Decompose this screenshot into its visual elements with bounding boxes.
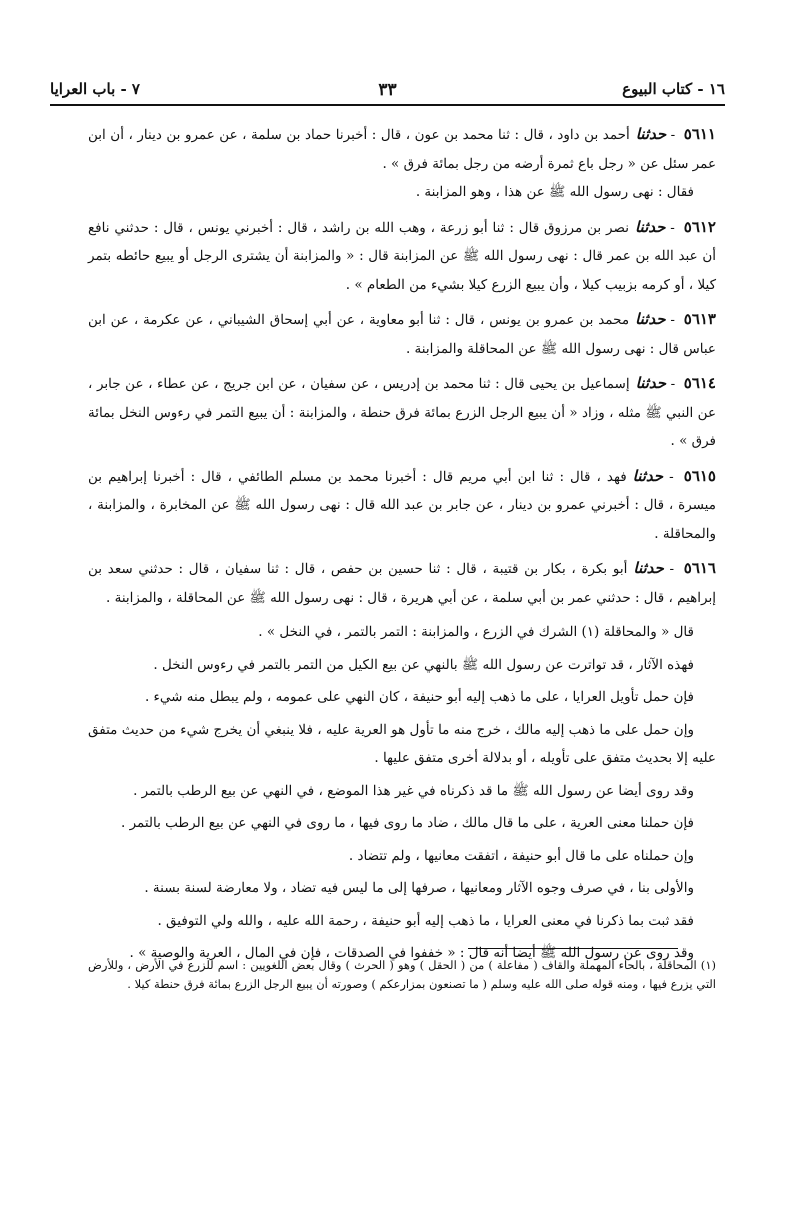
hadith-entry: ٥٦١١ - حدثناأحمد بن داود ، قال : ثنا محمد بن عون ، قال : أخبرنا حماد بن سلمة ، عن عمرو بن دينار ، أن ابن عمر سئل عن « رجل باع ثمرة أرضه من رجل بمائة فرق » . فقال : نهى رسول الله ﷺ عن هذا ، وهو المزابنة . — [88, 120, 716, 207]
hadith-entry: ٥٦١٦ - حدثناأبو بكرة ، بكار بن قتيبة ، قال : ثنا حسين بن حفص ، قال : ثنا سفيان ، قال : حدثني سعد بن إبراهيم ، قال : حدثني عمر بن أبي سلمة ، عن أبي هريرة ، قال : نهى رسول الله ﷺ عن المحاقلة ، والمزابنة . — [88, 559, 716, 606]
hadith-number: ٥٦١٥ — [683, 466, 716, 485]
hadith-keyword: حدثنا — [634, 217, 666, 236]
hadith-keyword: حدثنا — [635, 374, 667, 392]
page-number: ٣٣ — [378, 80, 397, 100]
hadith-follow: فقال : نهى رسول الله ﷺ عن هذا ، وهو المزابنة . — [415, 184, 694, 200]
paragraph: فإن حمل تأويل العرايا ، على ما ذهب إليه أبو حنيفة ، كان النهي على عمومه ، ولم يبطل منه شيء . — [144, 689, 694, 705]
hadith-entry: ٥٦١٥ - حدثنافهد ، قال : ثنا ابن أبي مريم قال : أخبرنا محمد بن مسلم الطائفي ، قال : أخبرنا إبراهيم بن ميسرة ، قال : أخبرني عمرو بن دينار ، عن جابر بن عبد الله قال : نهى رسول الله ﷺ عن المخابرة ، والمزابنة ، والمحاقلة . — [88, 466, 716, 542]
running-header — [50, 78, 725, 104]
hadith-text: فهد ، قال : ثنا ابن أبي مريم قال : أخبرنا محمد بن مسلم الطائفي ، قال : أخبرنا إبراهيم بن ميسرة ، قال : أخبرني عمرو بن دينار ، عن جابر بن عبد الله قال : نهى رسول الله ﷺ عن المخابرة ، والمزابنة ، والمحاقلة . — [88, 468, 716, 542]
hadith-keyword: حدثنا — [632, 466, 664, 485]
hadith-number: ٥٦١٦ — [683, 559, 716, 577]
hadith-number: ٥٦١٢ — [683, 217, 716, 236]
paragraph: قال « والمحاقلة (١) الشرك في الزرع ، والمزابنة : التمر بالتمر ، في النخل » . — [258, 624, 694, 640]
main-text — [88, 120, 716, 972]
hadith-number: ٥٦١٤ — [683, 374, 716, 392]
footnote: (١) المحاقلة ، بالحاء المهملة والقاف ( مفاعلة ) من ( الحقل ) وهو ( الحرث ) وقال بعض اللغويين : اسم للزرع في الأرض ، وللأرض التي يزرع فيها ، ومنه قوله صلى الله عليه وسلم ( ما تصنعون بمزارعكم ) وصورته أن يبيع الرجل الزرع بمائة فرق حنطة كيلا . — [88, 958, 716, 991]
hadith-text: إسماعيل بن يحيى قال : ثنا محمد بن إدريس ، عن سفيان ، عن ابن جريج ، عن عطاء ، عن جابر ، عن النبي ﷺ مثله ، وزاد « أن يبيع الرجل الزرع بمائة فرق حنطة ، والمزابنة : أن يبيع التمر في رءوس النخل بمائة فرق » . — [88, 376, 716, 449]
paragraph: وقد روى عن رسول الله ﷺ أيضا أنه قال : « خففوا في الصدقات ، فإن في المال ، العرية والوصية » . — [129, 945, 694, 961]
hadith-keyword: حدثنا — [633, 559, 664, 577]
hadith-keyword: حدثنا — [635, 125, 667, 143]
paragraph: وإن حمل على ما ذهب إليه مالك ، خرج منه ما تأول هو العرية عليه ، فلا ينبغي أن يخرج شيء من حديث متفق عليه إلا بحديث متفق على تأويله ، أو بدلالة أخرى متفق عليها . — [88, 721, 716, 766]
hadith-entry: ٥٦١٣ - حدثنامحمد بن عمرو بن يونس ، قال : ثنا أبو معاوية ، عن أبي إسحاق الشيباني ، عن عكرمة ، عن ابن عباس قال : نهى رسول الله ﷺ عن المحاقلة والمزابنة . — [88, 310, 716, 357]
hadith-entry: ٥٦١٢ - حدثنانصر بن مرزوق قال : ثنا أبو زرعة ، وهب الله بن راشد ، قال : أخبرني يونس ، قال : حدثني نافع أن عبد الله بن عمر قال : نهى رسول الله ﷺ عن المزابنة قال : « والمزابنة أن يشترى الرجل أو يبيع حائطه بتمر كيلا ، أو كرمه بزبيب كيلا ، وأن يبيع الزرع كيلا بشيء من الطعام » . — [88, 217, 716, 293]
paragraph: والأولى بنا ، في صرف وجوه الآثار ومعانيها ، صرفها إلى ما ليس فيه تضاد ، ولا معارضة لسنة بسنة . — [144, 880, 694, 896]
hadith-entry: ٥٦١٤ - حدثناإسماعيل بن يحيى قال : ثنا محمد بن إدريس ، عن سفيان ، عن ابن جريج ، عن عطاء ، عن جابر ، عن النبي ﷺ مثله ، وزاد « أن يبيع الرجل الزرع بمائة فرق حنطة ، والمزابنة : أن يبيع التمر في رءوس النخل بمائة فرق » . — [88, 374, 716, 449]
header-rule — [50, 104, 725, 106]
hadith-text: محمد بن عمرو بن يونس ، قال : ثنا أبو معاوية ، عن أبي إسحاق الشيباني ، عن عكرمة ، عن ابن عباس قال : نهى رسول الله ﷺ عن المحاقلة والمزابنة . — [88, 312, 716, 357]
book-title: ١٦ - كتاب البيوع — [622, 80, 725, 98]
paragraph: فإن حملنا معنى العرية ، على ما قال مالك ، ضاد ما روى فيها ، ما روى في النهي عن بيع الرطب بالتمر . — [120, 815, 694, 831]
hadith-text: نصر بن مرزوق قال : ثنا أبو زرعة ، وهب الله بن راشد ، قال : أخبرني يونس ، قال : حدثني نافع أن عبد الله بن عمر قال : نهى رسول الله ﷺ عن المزابنة قال : « والمزابنة أن يشترى الرجل أو يبيع حائطه بتمر كيلا ، أو كرمه بزبيب كيلا ، وأن يبيع الزرع كيلا بشيء من الطعام » . — [88, 219, 716, 293]
paragraph: وقد روى أيضا عن رسول الله ﷺ ما قد ذكرناه في غير هذا الموضع ، في النهي عن بيع الرطب بالتمر . — [133, 782, 694, 799]
paragraph: فهذه الآثار ، قد تواترت عن رسول الله ﷺ بالنهي عن بيع الكيل من التمر بالتمر في رءوس النخل . — [153, 656, 694, 673]
chapter-title: ٧ - باب العرايا — [50, 80, 140, 98]
paragraph: فقد ثبت بما ذكرنا في معنى العرايا ، ما ذهب إليه أبو حنيفة ، رحمة الله عليه ، والله ولي التوفيق . — [157, 912, 694, 929]
paragraph: وإن حملناه على ما قال أبو حنيفة ، اتفقت معانيها ، ولم تتضاد . — [348, 847, 694, 864]
footnote-rule — [468, 948, 678, 949]
hadith-text: أبو بكرة ، بكار بن قتيبة ، قال : ثنا حسين بن حفص ، قال : ثنا سفيان ، قال : حدثني سعد بن إبراهيم ، قال : حدثني عمر بن أبي سلمة ، عن أبي هريرة ، قال : نهى رسول الله ﷺ عن المحاقلة ، والمزابنة . — [88, 561, 716, 606]
hadith-number: ٥٦١٣ — [683, 310, 716, 328]
hadith-text: أحمد بن داود ، قال : ثنا محمد بن عون ، قال : أخبرنا حماد بن سلمة ، عن عمرو بن دينار ، أن ابن عمر سئل عن « رجل باع ثمرة أرضه من رجل بمائة فرق » . — [88, 127, 716, 172]
hadith-number: ٥٦١١ — [683, 125, 716, 143]
hadith-keyword: حدثنا — [635, 310, 666, 328]
